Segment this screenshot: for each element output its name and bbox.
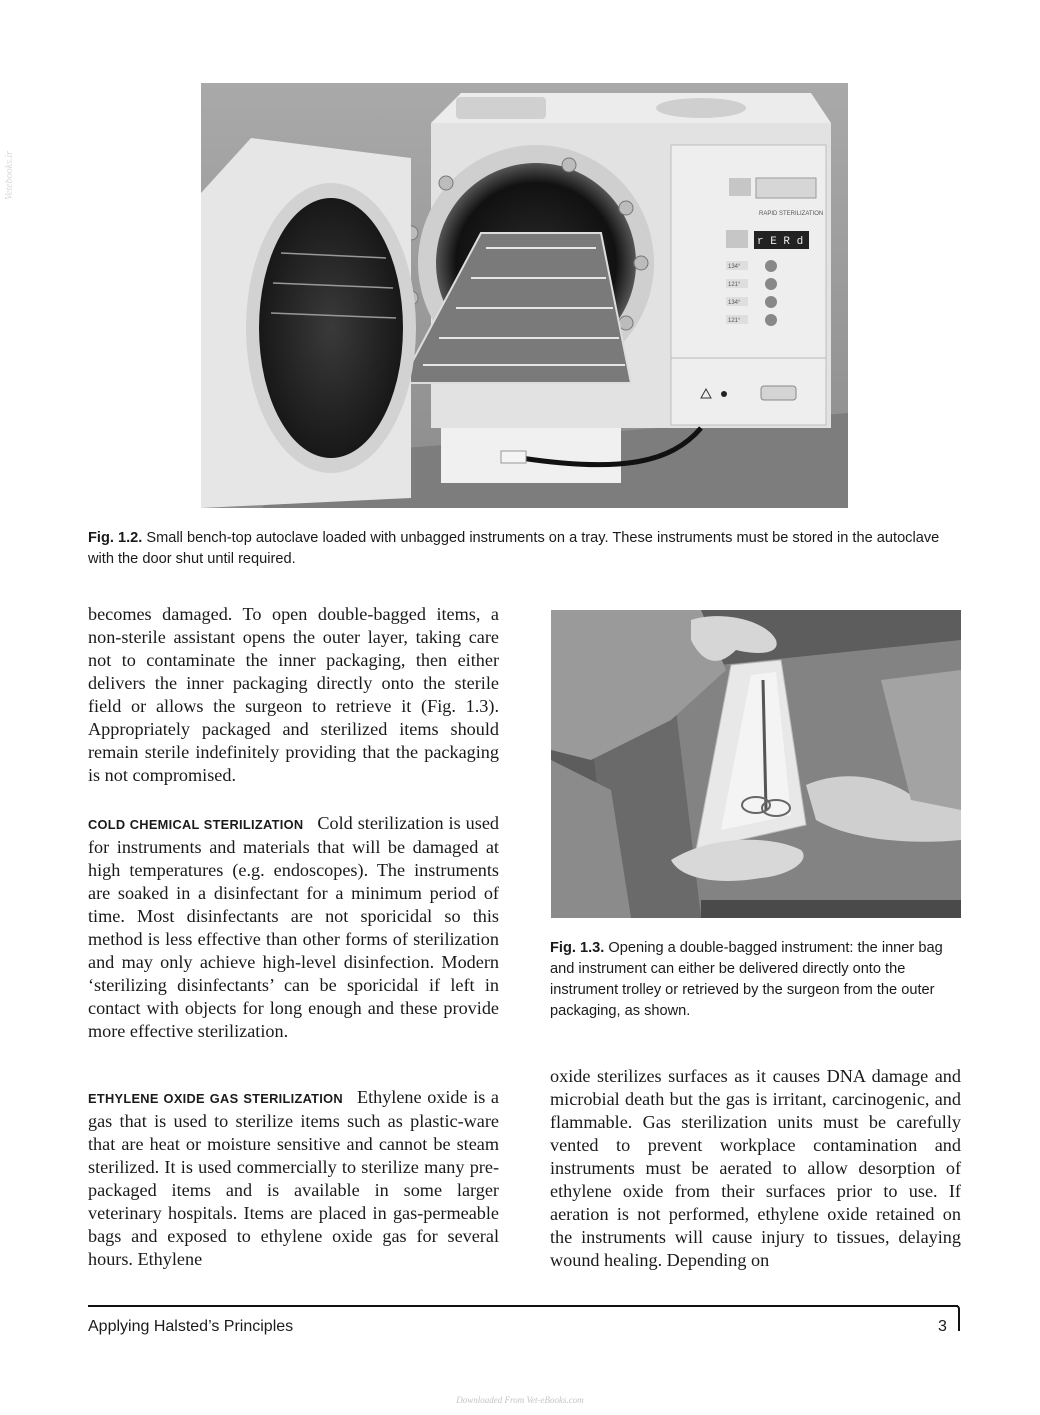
panel-title: RAPID STERILIZATION	[759, 211, 824, 217]
double-bag-illustration	[551, 610, 961, 918]
body-paragraph-packaging	[88, 603, 499, 787]
section-ethylene-oxide-continued	[550, 1065, 961, 1272]
paragraph-text: becomes damaged. To open double-bagged items, a non-sterile assistant opens the outer layer, taking care not to contaminate the inner packaging, then either delivers the inner packaging directly onto the sterile field or allows the surgeon to retrieve it (Fig. 1.3). Appropriately packaged and sterilized items should remain sterile indefinitely providing that the packaging is not compromised.	[88, 604, 499, 786]
panel-button-1: 134°	[728, 264, 741, 270]
ethylene-oxide-heading: ETHYLENE OXIDE GAS STERILIZATION	[88, 1091, 343, 1106]
section-ethylene-oxide	[88, 1086, 499, 1271]
ethylene-oxide-text: Ethylene oxide is a gas that is used to sterilize items such as plastic-ware that are heat or moisture sensitive and cannot be steam sterilized. It is used commercially to sterilize many pre-packaged items and is available in some larger veterinary hospitals. Items are placed in gas-permeable bags and exposed to ethylene oxide gas for several hours. Ethylene	[88, 1087, 499, 1270]
panel-button-2: 121°	[728, 282, 741, 288]
running-footer-title: Applying Halsted’s Principles	[88, 1318, 294, 1335]
section-cold-chemical-sterilization	[88, 812, 499, 1043]
autoclave-illustration	[201, 83, 848, 508]
footer-rule	[88, 1305, 958, 1307]
panel-button-4: 121°	[728, 318, 741, 324]
page-number: 3	[938, 1318, 947, 1335]
figure-1-3-photo	[551, 610, 961, 918]
panel-display: r E R d Y	[757, 236, 817, 248]
ethylene-oxide-continued-text: oxide sterilizes surfaces as it causes DNA damage and microbial death but the gas is irritant, carcinogenic, and flammable. Gas sterilization units must be carefully vented to prevent workplace contamination and instruments must be aerated to allow desorption of ethylene oxide from their surfaces prior to use. If aeration is not performed, ethylene oxide retained on the instruments will cause injury to tissues, delaying wound healing. Depending on	[550, 1066, 961, 1271]
bottom-watermark: Downloaded From Vet-eBooks.com	[456, 1395, 584, 1405]
footer-rule-corner	[956, 1305, 960, 1331]
panel-button-3: 134°	[728, 300, 741, 306]
cold-sterilization-text: Cold sterilization is used for instruments and materials that will be damaged at high temperatures (e.g. endoscopes). The instruments are soaked in a disinfectant for a minimum period of time. Most disinfectants are not sporicidal so this method is less effective than other forms of sterilization and may only achieve high-level disinfection. Modern ‘sterilizing disinfectants’ can be sporicidal if left in contact with objects for long enough and these provide more effective sterilization.	[88, 813, 500, 1042]
figure-1-2-caption	[88, 528, 968, 570]
figure-1-3-caption-text: Opening a double-bagged instrument: the inner bag and instrument can either be delivered directly onto the instrument trolley or retrieved by the surgeon from the outer packaging, as shown.	[550, 940, 943, 1019]
figure-1-2-label: Fig. 1.2.	[88, 530, 143, 546]
figure-1-2-caption-text: Small bench-top autoclave loaded with unbagged instruments on a tray. These instruments must be stored in the autoclave with the door shut until required.	[88, 530, 940, 567]
side-watermark: Vetebooks.ir	[4, 150, 15, 200]
figure-1-3-caption	[550, 938, 962, 1022]
figure-1-2-photo	[201, 83, 848, 508]
cold-sterilization-heading: COLD CHEMICAL STERILIZATION	[88, 817, 304, 832]
figure-1-3-label: Fig. 1.3.	[550, 940, 605, 956]
